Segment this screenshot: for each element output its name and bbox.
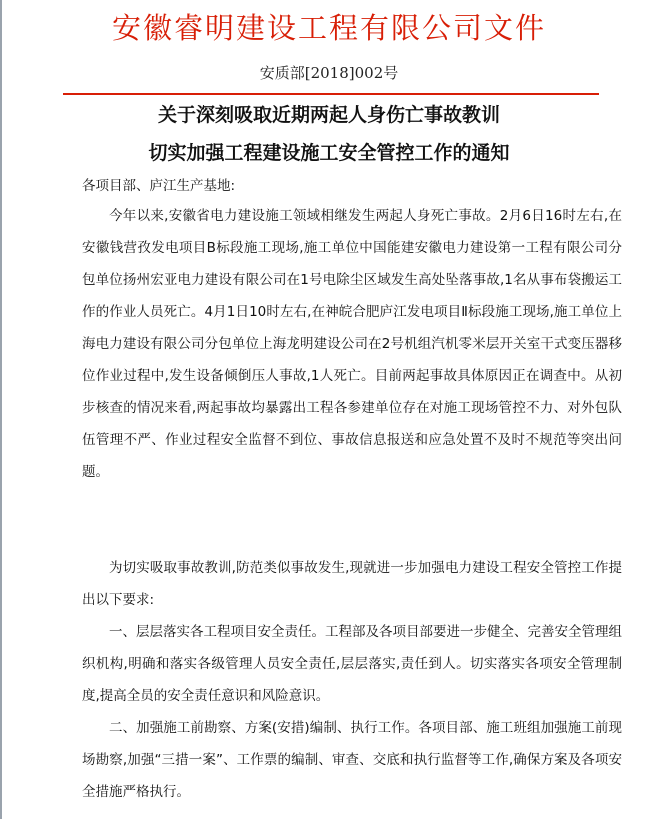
document-number: 安质部[2018]002号 xyxy=(259,64,399,82)
salutation: 各项目部、庐江生产基地: xyxy=(82,178,236,194)
body-paragraph-2: 为切实吸取事故教训,防范类似事故发生,现就进一步加强电力建设工程安全管控工作提出以下要求: xyxy=(82,560,622,608)
body-paragraph-4: 二、加强施工前勘察、方案(安措)编制、执行工作。各项目部、施工班组加强施工前现场勘察,加强“三措一案”、工作票的编制、审查、交底和执行监督等工作,确保方案及各项安全措施严格执行。 xyxy=(82,720,622,800)
notice-title-line-2: 切实加强工程建设施工安全管控工作的通知 xyxy=(148,142,510,164)
notice-title-line-1: 关于深刻吸取近期两起人身伤亡事故教训 xyxy=(157,104,500,126)
body-paragraph-3: 一、层层落实各工程项目安全责任。工程部及各项目部要进一步健全、完善安全管理组织机构,明确和落实各级管理人员安全责任,层层落实,责任到人。切实落实各项安全管理制度,提高全员的安全责任意识和风险意识。 xyxy=(82,624,622,704)
body-paragraph-1: 今年以来,安徽省电力建设施工领域相继发生两起人身死亡事故。2月6日16时左右,在安徽钱营孜发电项目B标段施工现场,施工单位中国能建安徽电力建设第一工程有限公司分包单位扬州宏亚电力建设有限公司在1号电除尘区域发生高处坠落事故,1名从事布袋搬运工作的作业人员死亡。4月1日10时左右,在神皖合肥庐江发电项目Ⅱ标段施工现场,施工单位上海电力建设有限公司分包单位上海龙明建设公司在2号机组汽机零米层开关室干式变压器移位作业过程中,发生设备倾倒压人事故,1人死亡。目前两起事故具体原因正在调查中。从初步核查的情况来看,两起事故均暴露出工程各参建单位存在对施工现场管控不力、对外包队伍管理不严、作业过程安全监督不到位、事故信息报送和应急处置不及时不规范等突出问题。 xyxy=(82,208,622,480)
document-header-title: 安徽睿明建设工程有限公司文件 xyxy=(111,11,546,45)
header-divider-line xyxy=(63,93,599,95)
